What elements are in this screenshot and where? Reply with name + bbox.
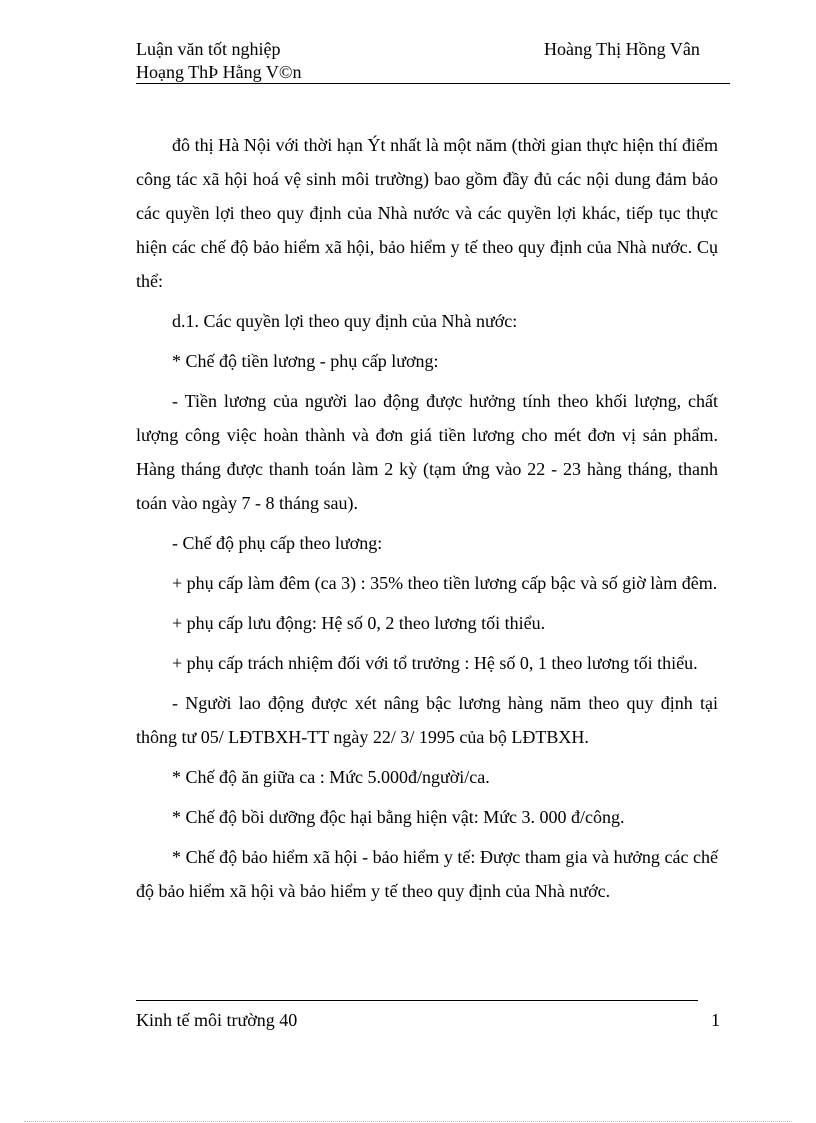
page-body — [136, 128, 718, 908]
paragraph: * Chế độ bảo hiểm xã hội - bảo hiểm y tế: Được tham gia và hưởng các chế độ bảo hiểm xã hội và bảo hiểm y tế theo quy định của Nhà nước. — [136, 847, 718, 901]
footer-title: Kinh tế môi trường 40 — [136, 1010, 298, 1030]
page-number: 1 — [711, 1010, 720, 1030]
paragraph: d.1. Các quyền lợi theo quy định của Nhà nước: — [172, 311, 518, 331]
header-author-garbled: Hoạng ThÞ Hằng V©n — [136, 62, 302, 82]
page-header — [136, 38, 730, 84]
header-divider — [136, 83, 730, 84]
page-bottom-edge — [24, 1121, 792, 1122]
paragraph: + phụ cấp lưu động: Hệ số 0, 2 theo lương tối thiểu. — [172, 613, 546, 633]
paragraph: * Chế độ bồi dưỡng độc hại bằng hiện vật: Mức 3. 000 đ/công. — [172, 807, 625, 827]
header-author: Hoàng Thị Hồng Vân — [544, 39, 700, 59]
paragraph: đô thị Hà Nội với thời hạn Ýt nhất là một năm (thời gian thực hiện thí điểm công tác xã hội hoá vệ sinh môi trường) bao gồm đầy đủ các nội dung đảm bảo các quyền lợi theo quy định của Nhà nước và các quyền lợi khác, tiếp tục thực hiện các chế độ bảo hiểm xã hội, bảo hiểm y tế theo quy định của Nhà nước. Cụ thể: — [136, 135, 718, 291]
footer-divider — [136, 1000, 698, 1001]
header-left — [136, 38, 302, 84]
paragraph: - Người lao động được xét nâng bậc lương hàng năm theo quy định tại thông tư 05/ LĐTBXH-TT ngày 22/ 3/ 1995 của bộ LĐTBXH. — [136, 693, 718, 747]
paragraph: - Tiền lương của người lao động được hưởng tính theo khối lượng, chất lượng công việc hoàn thành và đơn giá tiền lương cho mét đơn vị sản phẩm. Hàng tháng được thanh toán làm 2 kỳ (tạm ứng vào 22 - 23 hàng tháng, thanh toán vào ngày 7 - 8 tháng sau). — [136, 391, 718, 513]
header-title: Luận văn tốt nghiệp — [136, 39, 281, 59]
paragraph: * Chế độ tiền lương - phụ cấp lương: — [172, 351, 439, 371]
paragraph: + phụ cấp trách nhiệm đối với tổ trưởng : Hệ số 0, 1 theo lương tối thiểu. — [172, 653, 698, 673]
paragraph: - Chế độ phụ cấp theo lương: — [172, 533, 383, 553]
paragraph: * Chế độ ăn giữa ca : Mức 5.000đ/người/ca. — [172, 767, 490, 787]
paragraph: + phụ cấp làm đêm (ca 3) : 35% theo tiền lương cấp bậc và số giờ làm đêm. — [172, 573, 718, 593]
